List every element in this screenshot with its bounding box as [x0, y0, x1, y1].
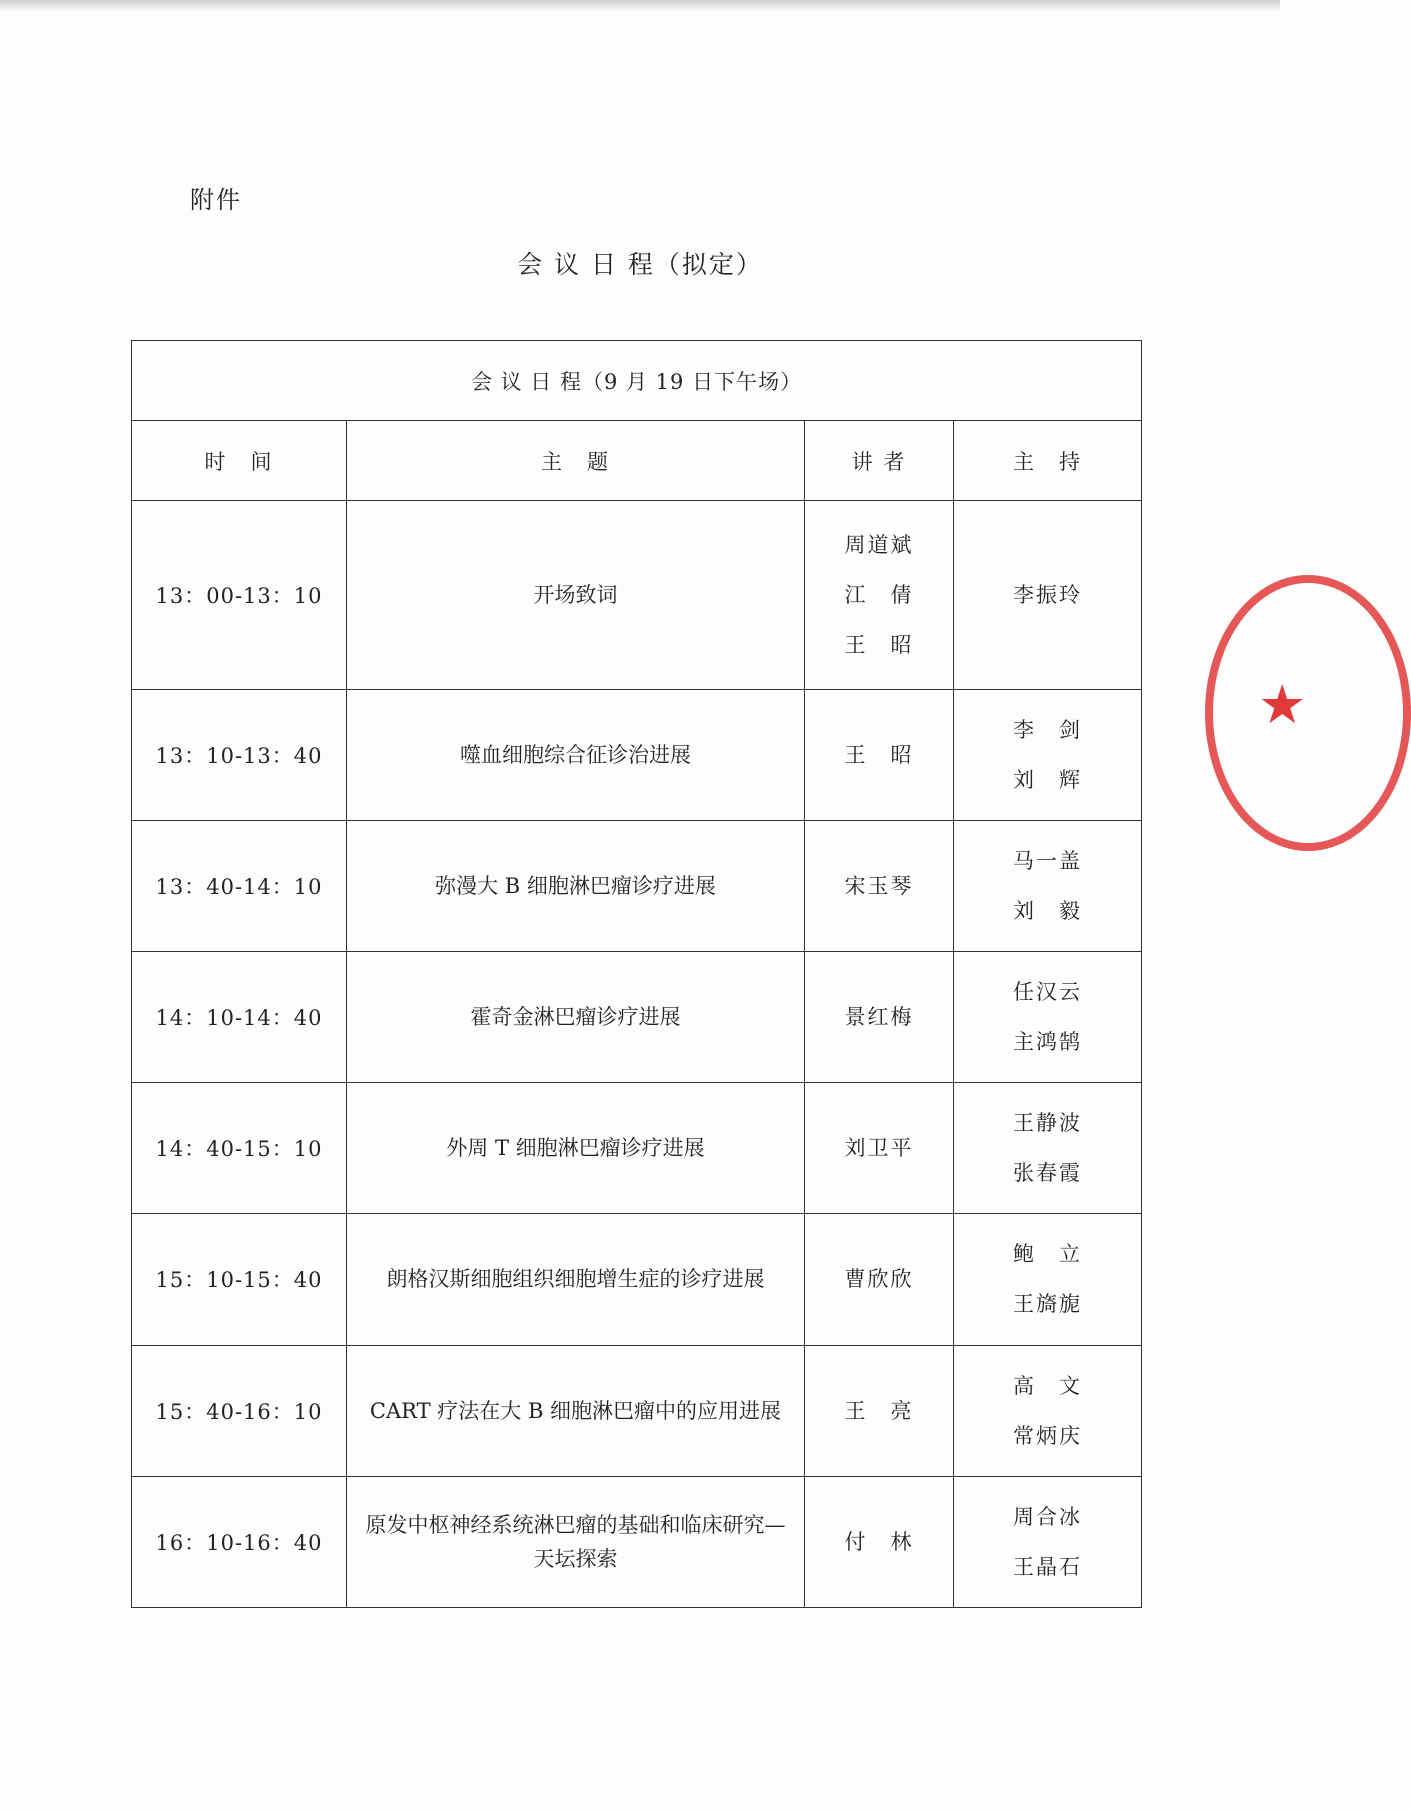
- schedule-table: [131, 340, 1142, 1608]
- host-name: 张春霞: [1013, 1161, 1082, 1186]
- column-header-speaker: 讲 者: [805, 421, 954, 501]
- session-topic: 噬血细胞综合征诊治进展: [347, 689, 805, 820]
- host-name: 王旖旎: [1013, 1292, 1082, 1317]
- attachment-label: 附件: [190, 186, 242, 214]
- host-name: 任汉云: [1013, 980, 1082, 1005]
- table-row: [132, 1214, 1142, 1345]
- session-speakers: [805, 820, 954, 951]
- speaker-name: 曹欣欣: [844, 1267, 914, 1292]
- schedule-caption: 会 议 日 程（9 月 19 日下午场）: [132, 341, 1142, 421]
- session-speakers: [805, 1214, 954, 1345]
- header-row: [132, 421, 1142, 501]
- speaker-name: 江 倩: [844, 582, 914, 607]
- speaker-name: 王 亮: [844, 1398, 914, 1423]
- host-name: 李 剑: [1013, 717, 1082, 742]
- session-speakers: [805, 1476, 954, 1607]
- session-time: 15：10-15：40: [132, 1214, 347, 1345]
- host-name: 高 文: [1013, 1373, 1082, 1398]
- session-topic: 外周 T 细胞淋巴瘤诊疗进展: [347, 1083, 805, 1214]
- column-header-host: 主 持: [954, 421, 1142, 501]
- session-speakers: [805, 501, 954, 689]
- host-name: 刘 辉: [1013, 767, 1082, 792]
- scan-edge-shadow: [0, 0, 1280, 12]
- session-hosts: [954, 820, 1142, 951]
- session-topic: 弥漫大 B 细胞淋巴瘤诊疗进展: [347, 820, 805, 951]
- session-hosts: [954, 689, 1142, 820]
- column-header-time: 时 间: [132, 421, 347, 501]
- speaker-name: 景红梅: [844, 1005, 914, 1030]
- session-hosts: [954, 1214, 1142, 1345]
- host-name: 周合冰: [1013, 1504, 1082, 1529]
- speaker-name: 宋玉琴: [844, 873, 914, 898]
- host-name: 鲍 立: [1013, 1242, 1082, 1267]
- table-row: [132, 689, 1142, 820]
- session-time: 13：10-13：40: [132, 689, 347, 820]
- page-title: 会 议 日 程（拟定）: [517, 250, 763, 279]
- session-speakers: [805, 1345, 954, 1476]
- session-time: 15：40-16：10: [132, 1345, 347, 1476]
- table-row: [132, 951, 1142, 1082]
- table-row: [132, 820, 1142, 951]
- session-time: 13：40-14：10: [132, 820, 347, 951]
- session-hosts: [954, 1345, 1142, 1476]
- table-row: [132, 1476, 1142, 1607]
- session-time: 13：00-13：10: [132, 501, 347, 689]
- host-name: 马一盖: [1013, 848, 1082, 873]
- schedule-rows: [132, 501, 1142, 1608]
- host-name: 李振玲: [1013, 582, 1082, 607]
- speaker-name: 周道斌: [844, 532, 914, 557]
- speaker-name: 刘卫平: [844, 1136, 914, 1161]
- table-row: [132, 1345, 1142, 1476]
- session-time: 14：10-14：40: [132, 951, 347, 1082]
- red-seal-stamp: [1205, 575, 1411, 851]
- session-topic: CART 疗法在大 B 细胞淋巴瘤中的应用进展: [347, 1345, 805, 1476]
- session-topic: 朗格汉斯细胞组织细胞增生症的诊疗进展: [347, 1214, 805, 1345]
- session-topic: 霍奇金淋巴瘤诊疗进展: [347, 951, 805, 1082]
- schedule-caption-row: [132, 341, 1142, 421]
- speaker-name: 王 昭: [844, 632, 914, 657]
- session-speakers: [805, 1083, 954, 1214]
- session-hosts: [954, 501, 1142, 689]
- host-name: 常炳庆: [1013, 1423, 1082, 1448]
- session-time: 14：40-15：10: [132, 1083, 347, 1214]
- table-row: [132, 501, 1142, 689]
- host-name: 王晶石: [1013, 1554, 1082, 1579]
- host-name: 刘 毅: [1013, 898, 1082, 923]
- speaker-name: 付 林: [844, 1529, 914, 1554]
- session-hosts: [954, 951, 1142, 1082]
- session-topic: 原发中枢神经系统淋巴瘤的基础和临床研究—天坛探索: [347, 1476, 805, 1607]
- table-row: [132, 1083, 1142, 1214]
- seal-star-icon: ★: [1258, 673, 1307, 736]
- session-hosts: [954, 1083, 1142, 1214]
- column-header-topic: 主 题: [347, 421, 805, 501]
- host-name: 主鸿鹄: [1013, 1030, 1082, 1055]
- host-name: 王静波: [1013, 1111, 1082, 1136]
- session-time: 16：10-16：40: [132, 1476, 347, 1607]
- session-speakers: [805, 951, 954, 1082]
- session-topic: 开场致词: [347, 501, 805, 689]
- speaker-name: 王 昭: [844, 742, 914, 767]
- session-speakers: [805, 689, 954, 820]
- session-hosts: [954, 1476, 1142, 1607]
